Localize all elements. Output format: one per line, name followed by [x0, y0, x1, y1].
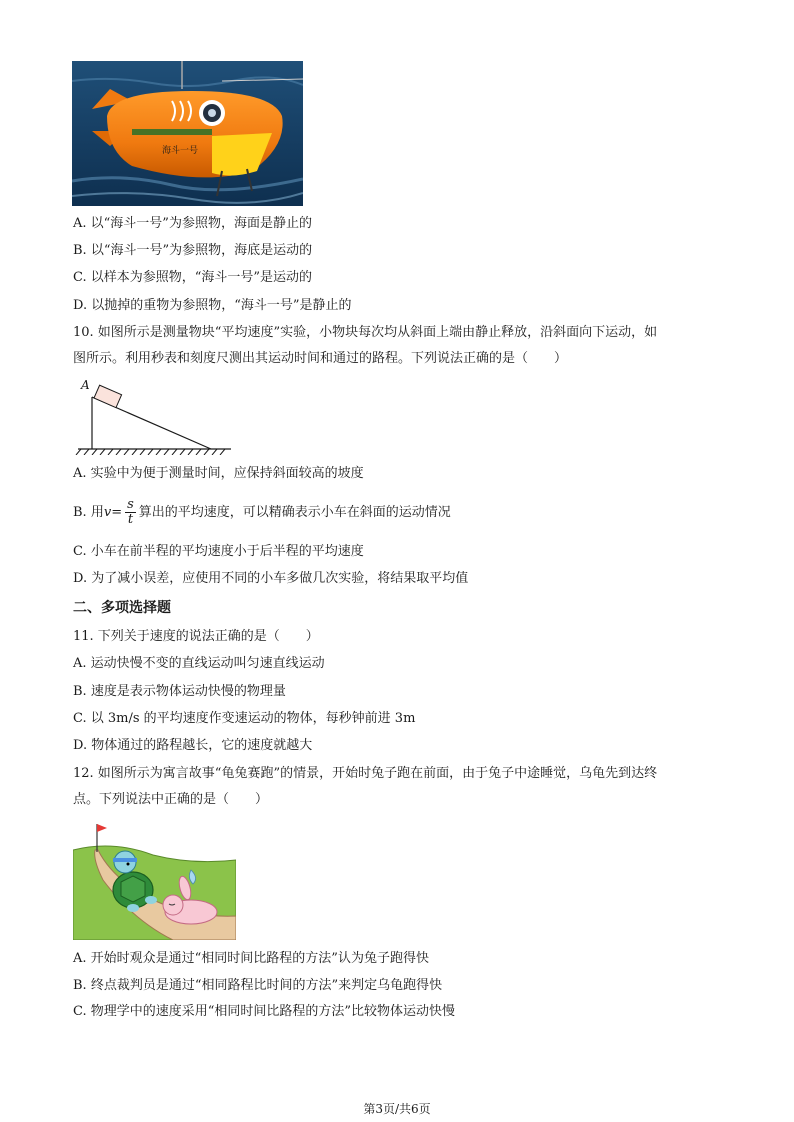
section-title: 二、多项选择题: [73, 600, 171, 616]
q12-option-c: C. 物理学中的速度采用“相同时间比路程的方法”比较物体运动快慢: [73, 1004, 456, 1019]
q11-option-a: A. 运动快慢不变的直线运动叫匀速直线运动: [73, 656, 325, 671]
page-footer: 第3页/共6页: [363, 1102, 431, 1116]
q11-option-c: C. 以 3m/s 的平均速度作变速运动的物体，每秒钟前进 3m: [73, 711, 416, 726]
q10-option-c: C. 小车在前半程的平均速度小于后半程的平均速度: [73, 544, 364, 559]
submarine-name-text: 海斗一号: [162, 146, 199, 156]
formula-fraction: [125, 498, 136, 527]
q10-option-d: D. 为了减小误差，应使用不同的小车多做几次实验，将结果取平均值: [73, 571, 469, 586]
q12-option-b: B. 终点裁判员是通过“相同路程比时间的方法”来判定乌龟跑得快: [73, 978, 443, 993]
formula-velocity: v: [103, 505, 112, 520]
block: [94, 385, 122, 407]
point-a-label: A: [81, 378, 90, 392]
submarine-photo: [72, 61, 303, 206]
q10-stem-line1: 10. 如图所示是测量物块“平均速度”实验，小物块每次均从斜面上端由静止释放，沿斜面向下运动，如: [73, 325, 658, 340]
q10-option-a: A. 实验中为便于测量时间，应保持斜面较高的坡度: [73, 466, 364, 481]
q11-option-d: D. 物体通过的路程越长，它的速度就越大: [73, 738, 313, 753]
q10-option-b: [73, 496, 451, 530]
q10-stem-line2: 图所示。利用秒表和刻度尺测出其运动时间和通过的路程。下列说法正确的是（ ）: [73, 351, 568, 366]
tortoise-hare-cartoon: [73, 820, 236, 940]
q12-stem-line1: 12. 如图所示为寓言故事“龟兔赛跑”的情景，开始时兔子跑在前面，由于兔子中途睡觉，乌龟先到达终: [73, 766, 658, 781]
formula-equals: =: [111, 505, 123, 520]
incline-diagram: [73, 375, 233, 455]
q11-option-b: B. 速度是表示物体运动快慢的物理量: [73, 684, 286, 699]
formula-numerator: s: [127, 497, 134, 512]
q9-option-b: B. 以“海斗一号”为参照物，海底是运动的: [73, 243, 313, 258]
q12-stem-line2: 点。下列说法中正确的是（ ）: [73, 792, 269, 807]
q10-option-b-suffix: 算出的平均速度，可以精确表示小车在斜面的运动情况: [138, 505, 451, 520]
q12-option-a: A. 开始时观众是通过“相同时间比路程的方法”认为兔子跑得快: [73, 951, 429, 966]
q9-option-c: C. 以样本为参照物，“海斗一号”是运动的: [73, 270, 313, 285]
q11-stem: 11. 下列关于速度的说法正确的是（ ）: [73, 629, 319, 644]
q10-option-b-prefix: B. 用: [73, 505, 104, 520]
formula-denominator: t: [127, 512, 134, 527]
q9-option-d: D. 以抛掉的重物为参照物，“海斗一号”是静止的: [73, 298, 352, 313]
q9-option-a: A. 以“海斗一号”为参照物，海面是静止的: [73, 216, 312, 231]
